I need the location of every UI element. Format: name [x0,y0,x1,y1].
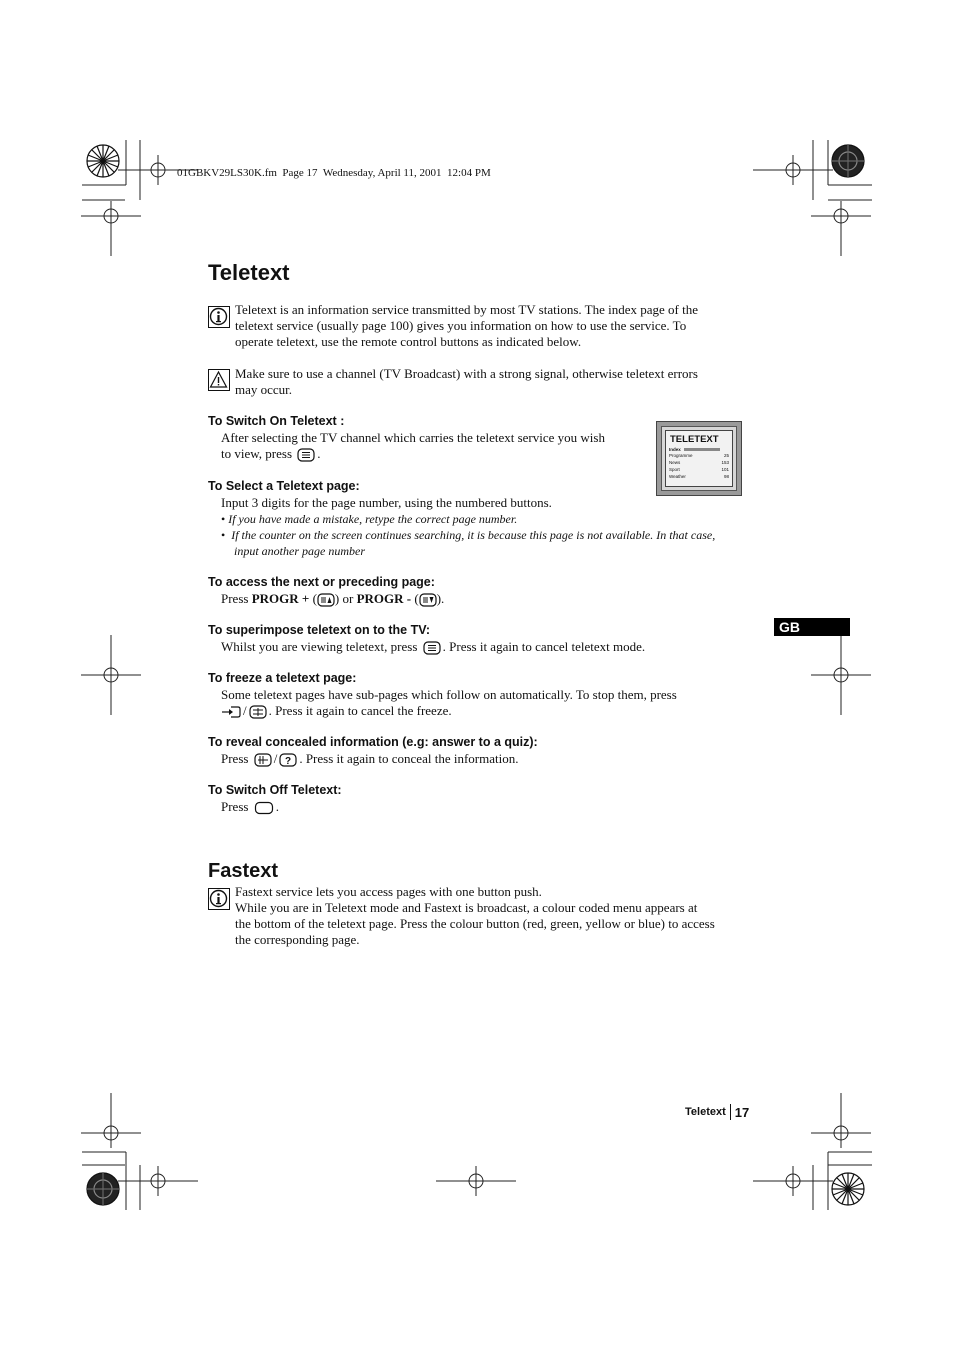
switch-on-heading: To Switch On Teletext : [208,414,345,428]
superimpose-text [221,639,645,655]
svg-text:?: ? [285,756,292,768]
page-footer [685,1104,749,1120]
fastext-line: the bottom of the teletext page. Press the colour button (red, green, yellow or blue) to access [235,916,715,931]
switch-off-text [221,799,279,815]
info-icon [208,888,230,910]
select-page-bullet: • If the counter on the screen continues searching, it is because this page is not available. In that case, input another page number [221,527,761,559]
language-tab-label: GB [779,619,800,635]
screen-row [666,473,732,480]
teletext-button-icon [297,448,315,462]
superimpose-heading: To superimpose teletext on to the TV: [208,623,431,637]
info-note-line: teletext service (usually page 100) gives you information on how to use the service. To [235,318,687,333]
switch-off-heading: To Switch Off Teletext: [208,783,342,797]
fastext-line: Fastext service lets you access pages with one button push. [235,884,542,899]
select-page-text: Input 3 digits for the page number, using the numbered buttons. [221,495,552,510]
screen-index-label: Index [669,447,681,452]
hold-icon [249,705,267,719]
switch-on-line [221,446,651,462]
bullet-text: If the counter on the screen continues searching, it is because this page is not available. In that case, [231,528,716,542]
bullet-text: If you have made a mistake, retype the correct page number. [228,512,518,526]
fastext-title: Fastext [208,860,279,882]
language-tab [774,618,850,636]
select-page-heading: To Select a Teletext page: [208,479,360,493]
screen-row [666,466,732,473]
switch-off-post: . [275,799,279,814]
switch-on-line-post: . [317,446,321,461]
progr-up-icon [317,593,335,607]
reveal-text: Press / ? . Press it again to conceal the information. [221,751,519,768]
screen-row-label: Programme [669,453,693,458]
switch-on-text [221,430,651,462]
info-note-line: operate teletext, use the remote control buttons as indicated below. [235,334,582,349]
switch-off-pre: Press [221,799,249,814]
screen-row [666,452,732,459]
next-page-text: Press PROGR + ( ) or PROGR - ( ). [221,591,445,606]
progr-minus-label: PROGR - [356,591,412,606]
press-label: Press [221,591,249,606]
screen-index-bar [684,448,720,451]
switch-on-line: After selecting the TV channel which carries the teletext service you wish [221,430,605,445]
fastext-text [235,884,765,948]
input-hold-icon [221,705,241,719]
info-icon [208,306,230,328]
teletext-screen-illustration [656,421,742,496]
superimpose-pre: Whilst you are viewing teletext, press [221,639,418,654]
superimpose-post: . Press it again to cancel teletext mode. [442,639,646,654]
warning-note [235,366,755,398]
screen-row [666,459,732,466]
teletext-button-icon [423,641,441,655]
page-title: Teletext [208,260,290,285]
page-number: 17 [734,1104,750,1120]
switch-on-line-pre: to view, press [221,446,293,461]
progr-down-icon [419,593,437,607]
screen-row-num: 153 [721,460,729,465]
file-header-line: 01GBKV29LS30K.fm Page 17 Wednesday, April 11, 2001 12:04 PM [177,167,491,179]
select-page-bullet: • If you have made a mistake, retype the correct page number. [221,512,518,526]
reveal-heading: To reveal concealed information (e.g: answer to a quiz): [208,735,538,749]
footer-divider [730,1104,731,1120]
fastext-line: While you are in Teletext mode and Fastext is broadcast, a colour coded menu appears at [235,900,698,915]
freeze-text [221,687,761,719]
warning-note-line: Make sure to use a channel (TV Broadcast) with a strong signal, otherwise teletext errors [235,366,698,381]
progr-plus-label: PROGR + [251,591,310,606]
fastext-line: the corresponding page. [235,932,360,947]
footer-section-label: Teletext [685,1106,726,1118]
next-page-heading: To access the next or preceding page: [208,575,435,589]
info-note [235,302,755,350]
reveal-post: . Press it again to conceal the information. [299,751,519,766]
screen-title: TELETEXT [670,434,719,445]
bullet-text-continued: input another page number [234,544,365,558]
plus-box-icon [254,753,272,767]
screen-row-label: Sport [669,467,680,472]
freeze-post: . Press it again to cancel the freeze. [268,703,452,718]
reveal-icon [279,753,297,767]
freeze-line: Some teletext pages have sub-pages which follow on automatically. To stop them, press [221,687,677,702]
screen-row-num: 101 [721,467,729,472]
tv-off-icon [254,801,274,815]
screen-row-num: 98 [723,474,729,479]
freeze-line: / . Press it again to cancel the freeze. [221,703,761,719]
screen-row-label: Weather [669,474,686,479]
warning-note-line: may occur. [235,382,293,397]
warning-icon [208,369,230,391]
screen-row-num: 25 [723,453,729,458]
reveal-pre: Press [221,751,249,766]
info-note-line: Teletext is an information service transmitted by most TV stations. The index page of the [235,302,699,317]
or-label: or [342,591,354,606]
freeze-heading: To freeze a teletext page: [208,671,357,685]
screen-row-label: News [669,460,681,465]
